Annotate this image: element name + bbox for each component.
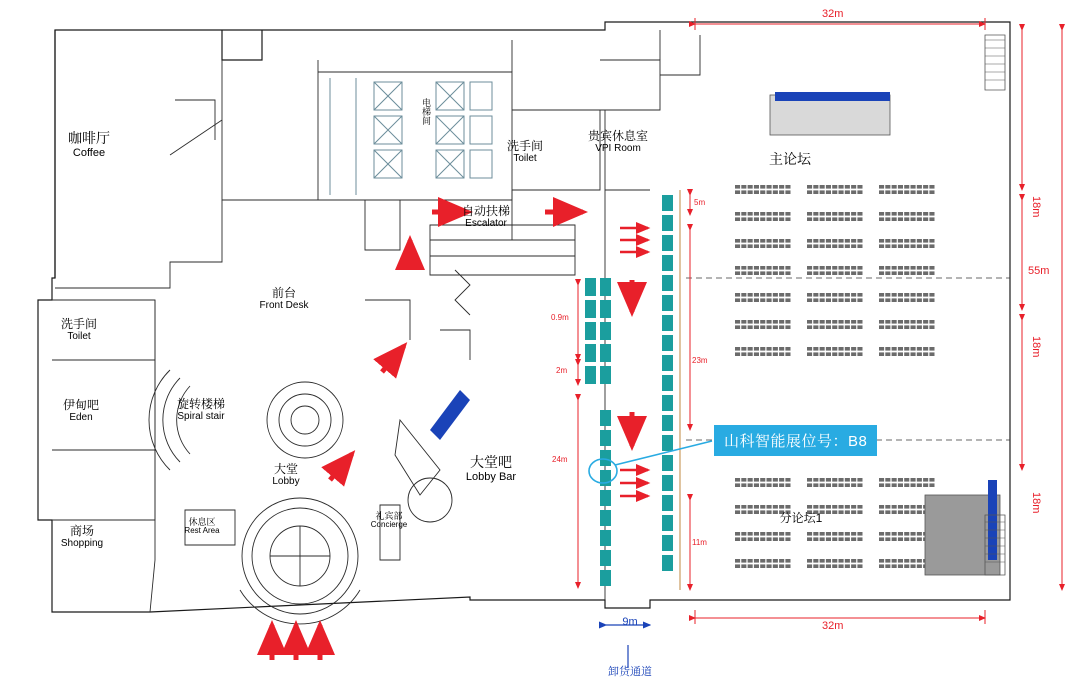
exhibition-booths [585, 195, 673, 586]
dimension-right-seg-3: 18m [1030, 492, 1042, 514]
stage-areas [770, 35, 1005, 575]
dimension-inner-2: 23m [692, 356, 708, 365]
room-label-spiral-stair: 旋转楼梯 Spiral stair [176, 397, 225, 423]
loading-dimension [606, 625, 650, 668]
dimension-lobby-bar-depth: 24m [552, 455, 568, 464]
room-label-sub-forum-1: 分论坛1 [779, 511, 823, 525]
elevator-cabins [330, 78, 492, 195]
room-label-front-desk: 前台 Front Desk [259, 286, 309, 312]
room-label-elevator: 电梯间 [421, 98, 431, 125]
room-label-coffee: 咖啡厅 Coffee [68, 130, 110, 159]
room-label-main-forum: 主论坛 [769, 151, 811, 167]
room-label-toilet-top: 洗手间 Toilet [506, 139, 543, 165]
dimension-right-total: 55m [1028, 265, 1050, 277]
room-label-eden: 伊甸吧 Eden [62, 398, 99, 424]
room-label-lobby-bar: 大堂吧 Lobby Bar [465, 454, 517, 483]
dimension-right-seg-1: 18m [1030, 196, 1042, 218]
dimension-booth-depth-1: 0.9m [551, 313, 569, 322]
booth-callout[interactable]: 山科智能展位号：B8 [714, 425, 877, 456]
label-loading-corridor: 卸货通道 [608, 666, 652, 678]
dimension-right-seg-2: 18m [1030, 336, 1042, 358]
room-label-escalator: 自动扶梯 Escalator [461, 204, 510, 230]
dimension-top-width: 32m [822, 8, 844, 20]
seating-main-forum [735, 185, 935, 568]
room-label-concierge: 礼宾部 Concierge [370, 511, 408, 530]
dimension-booth-depth-2: 2m [556, 366, 568, 375]
dimension-inner-1: 5m [694, 198, 706, 207]
dimension-loading-width: 9m [622, 616, 638, 628]
room-label-shopping: 商场 Shopping [60, 524, 104, 550]
room-label-vip-room: 贵宾休息室 VPI Room [587, 129, 648, 155]
room-label-rest-area: 休息区 Rest Area [184, 517, 220, 536]
dimension-bottom-width: 32m [822, 620, 844, 632]
flow-arrows-small [620, 228, 648, 496]
dimension-inner-3: 11m [692, 538, 707, 547]
grid-lines [686, 278, 1010, 440]
room-label-lobby: 大堂 Lobby [272, 462, 300, 488]
room-label-toilet-left: 洗手间 Toilet [60, 317, 97, 343]
